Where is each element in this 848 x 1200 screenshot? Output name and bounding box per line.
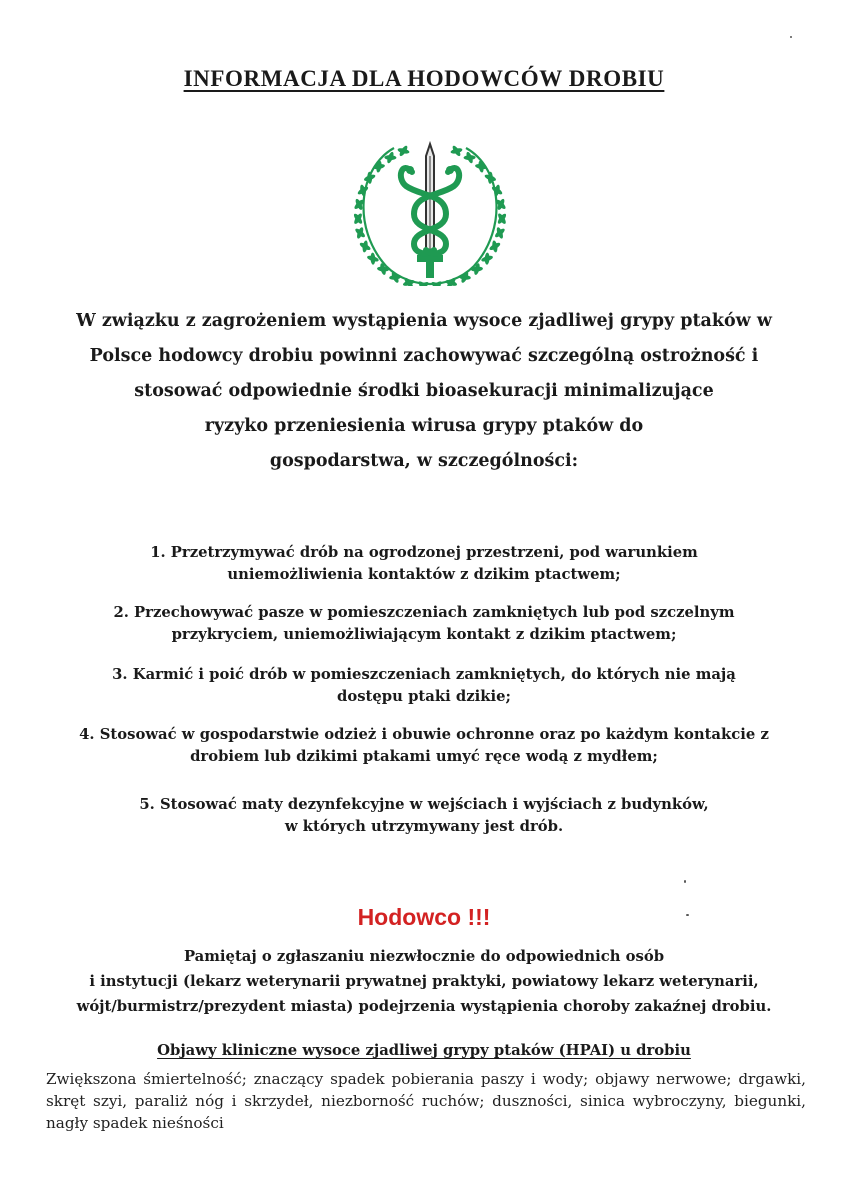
laurel-leaf — [492, 240, 499, 253]
list-item — [0, 724, 848, 768]
symptoms-heading-text: Objawy kliniczne wysoce zjadliwej grypy ptaków (HPAI) u drobiu — [157, 1042, 691, 1059]
list-item — [0, 664, 848, 708]
intro-line: stosować odpowiednie środki bioasekuracji minimalizujące — [134, 381, 714, 401]
intro-line: Polsce hodowcy drobiu powinni zachowywać szczególną ostrożność i — [89, 346, 759, 366]
warning-line: Pamiętaj o zgłaszaniu niezwłocznie do odpowiednich osób — [183, 948, 665, 965]
list-item-line: dostępu ptaki dzikie; — [337, 688, 511, 705]
list-item — [0, 542, 848, 586]
symptoms-heading — [0, 1040, 848, 1059]
laurel-leaf — [362, 240, 369, 253]
laurel-leaf — [475, 163, 488, 170]
list-item-line: w których utrzymywany jest drób. — [284, 818, 564, 835]
warning-title: Hodowco !!! — [357, 904, 491, 930]
warning-line: i instytucji (lekarz weterynarii prywatnej praktyki, powiatowy lekarz weterynarii, — [89, 973, 759, 990]
document-title — [0, 66, 848, 92]
scan-speck — [686, 914, 689, 916]
warning-line: wójt/burmistrz/prezydent miasta) podejrzenia wystąpienia choroby zakaźnej drobiu. — [76, 998, 772, 1015]
list-item-line: 4. Stosować w gospodarstwie odzież i obuwie ochronne oraz po każdym kontakcie z — [79, 726, 769, 743]
list-item-line: uniemożliwienia kontaktów z dzikim ptactwem; — [227, 566, 621, 583]
scan-speck — [684, 880, 686, 883]
sword — [418, 144, 442, 277]
intro-line: ryzyko przeniesienia wirusa grypy ptaków do — [204, 416, 644, 436]
list-item-line: 1. Przetrzymywać drób na ogrodzonej przestrzeni, pod warunkiem — [150, 544, 698, 561]
laurel-leaf — [370, 253, 375, 265]
intro-line: gospodarstwa, w szczególności: — [269, 451, 579, 471]
list-item — [0, 602, 848, 646]
laurel-leaf — [384, 155, 396, 160]
list-item-line: 3. Karmić i poić drób w pomieszczeniach zamkniętych, do których nie mają — [112, 666, 736, 683]
laurel-leaf — [373, 163, 386, 170]
laurel-leaf — [484, 253, 489, 265]
list-item-line: 2. Przechowywać pasze w pomieszczeniach zamkniętych lub pod szczelnym — [113, 604, 735, 621]
veterinary-inspection-emblem-icon — [348, 138, 512, 286]
scan-speck — [790, 36, 792, 38]
list-item-line: przykryciem, uniemożliwiającym kontakt z dzikim ptactwem; — [171, 626, 677, 643]
list-item — [0, 794, 848, 838]
intro-paragraph — [30, 304, 818, 479]
warning-paragraph — [20, 944, 828, 1019]
list-item-line: drobiem lub dzikimi ptakami umyć ręce wodą z mydłem; — [190, 748, 658, 765]
laurel-leaf — [464, 155, 476, 160]
symptoms-text: Zwiększona śmiertelność; znaczący spadek pobierania paszy i wody; objawy nerwowe; drgawki, skręt szyi, paraliż nóg i skrzydeł, niezborność ruchów; duszności, sinica wybroczyny, biegunki, nagły spadek nieśności — [46, 1070, 806, 1132]
document-title-text: INFORMACJA DLA HODOWCÓW DROBIU — [183, 66, 665, 91]
list-item-line: 5. Stosować maty dezynfekcyjne w wejściach i wyjściach z budynków, — [139, 796, 709, 813]
intro-line: W związku z zagrożeniem wystąpienia wysoce zjadliwej grypy ptaków w — [76, 311, 772, 331]
